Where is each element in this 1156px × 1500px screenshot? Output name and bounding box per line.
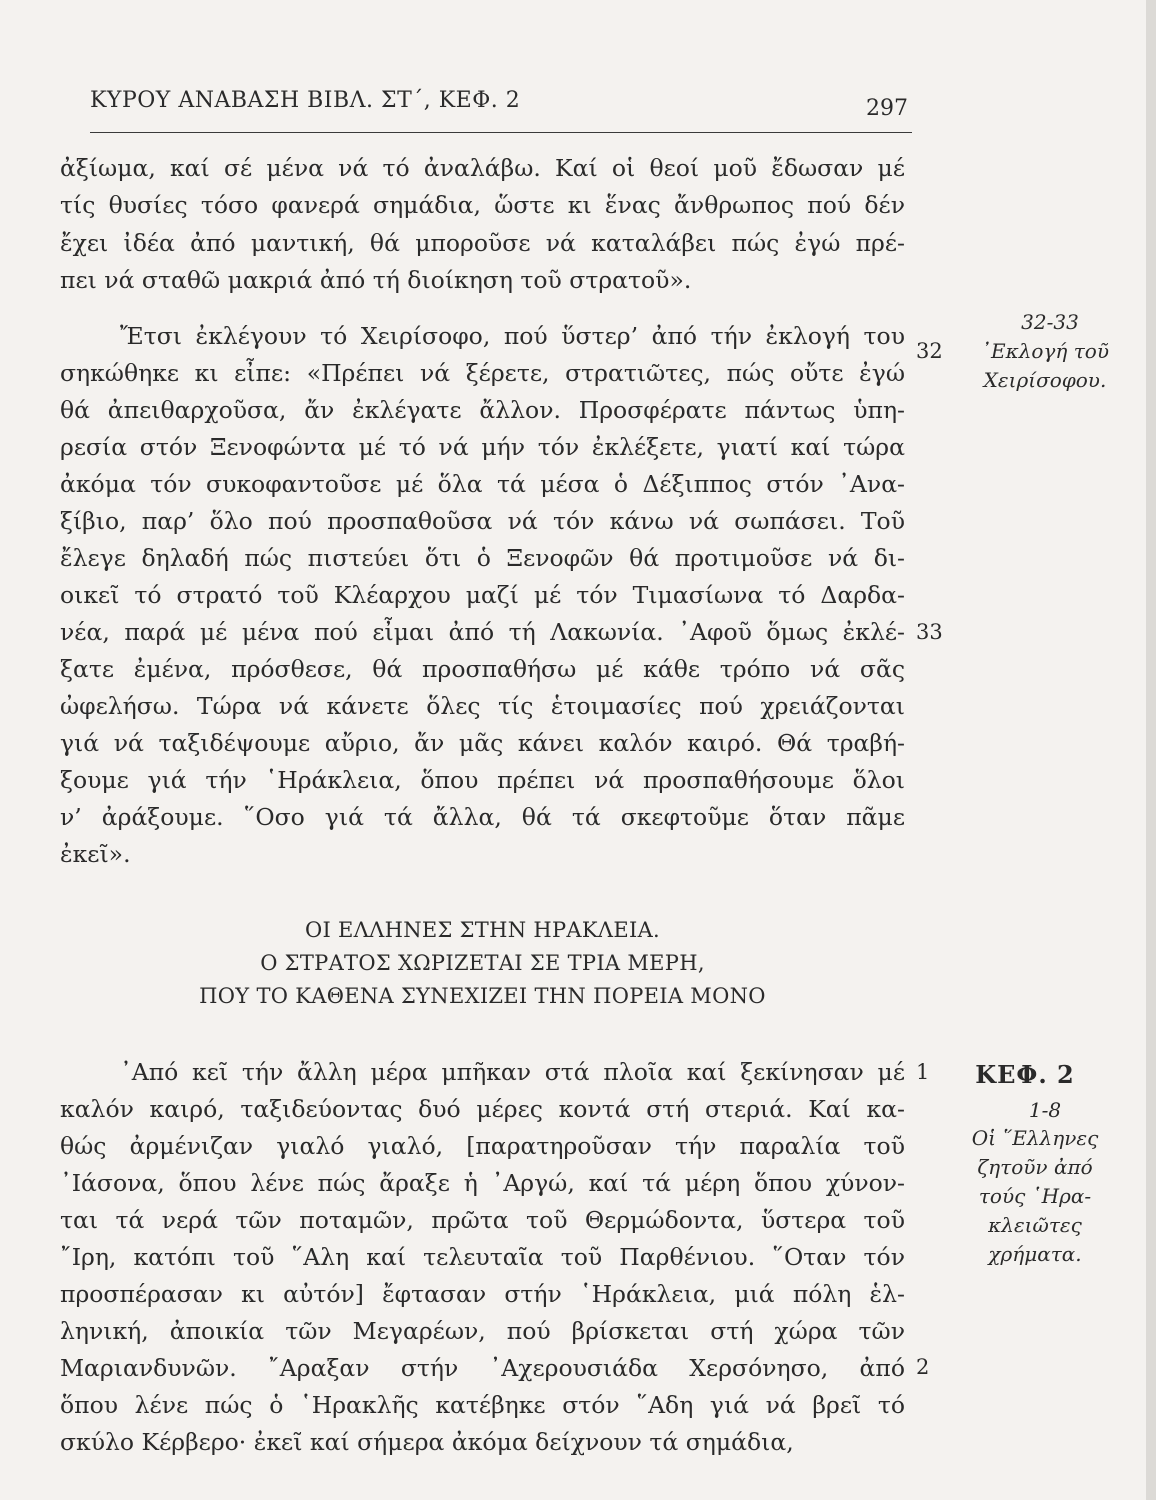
text-line: ᾿Από κεῖ τήν ἄλλη μέρα μπῆκαν στά πλοῖα καί ξεκίνησαν μέ — [120, 1058, 905, 1086]
text-line: ᾿Ιάσονα, ὅπου λένε πώς ἄραξε ἡ ᾿Αργώ, καί τά μέρη ὅπου χύνον- — [60, 1169, 905, 1197]
verse-number: 33 — [916, 620, 943, 644]
verse-number: 2 — [916, 1355, 930, 1379]
text-line: ληνική, ἀποικία τῶν Μεγαρέων, πού βρίσκεται στή χώρα τῶν — [60, 1317, 905, 1345]
page-number: 297 — [866, 96, 908, 121]
text-line: πει νά σταθῶ μακριά ἀπό τή διοίκηση τοῦ στρατοῦ». — [60, 266, 692, 294]
text-line: ξουμε γιά τήν ῾Ηράκλεια, ὅπου πρέπει νά προσπαθήσουμε ὅλοι — [60, 766, 905, 794]
text-line: ξατε ἐμένα, πρόσθεσε, θά προσπαθήσω μέ κάθε τρόπο νά σᾶς — [60, 655, 905, 683]
page-header — [90, 80, 912, 133]
section-heading-line: ΠΟΥ ΤΟ ΚΑΘΕΝΑ ΣΥΝΕΧΙΖΕΙ ΤΗΝ ΠΟΡΕΙΑ ΜΟΝΟ — [199, 984, 766, 1008]
text-line: γιά νά ταξιδέψουμε αὔριο, ἄν μᾶς κάνει καλόν καιρό. Θά τραβή- — [60, 729, 905, 757]
text-line: οικεῖ τό στρατό τοῦ Κλέαρχου μαζί μέ τόν Τιμασίωνα τό Δαρδα- — [60, 581, 905, 609]
text-line: ὠφελήσω. Τώρα νά κάνετε ὅλες τίς ἑτοιμασίες πού χρειάζονται — [60, 692, 905, 720]
text-line: θώς ἀρμένιζαν γιαλό γιαλό, [παρατηροῦσαν τήν παραλία τοῦ — [60, 1132, 905, 1160]
text-line: ται τά νερά τῶν ποταμῶν, πρῶτα τοῦ Θερμώδοντα, ὕστερα τοῦ — [60, 1206, 905, 1234]
text-line: ἔχει ἰδέα ἀπό μαντική, θά μποροῦσε νά καταλάβει πώς ἐγώ πρέ- — [60, 229, 905, 257]
verse-number: 32 — [916, 339, 943, 363]
margin-note-line: ζητοῦν ἀπό — [977, 1155, 1093, 1179]
section-heading-line: ΟΙ ΕΛΛΗΝΕΣ ΣΤΗΝ ΗΡΑΚΛΕΙΑ. — [304, 918, 661, 942]
text-line: Ἔτσι ἐκλέγουν τό Χειρίσοφο, πού ὕστερ’ ἀπό τήν ἐκλογή του — [120, 322, 905, 350]
margin-note-line: τούς ῾Ηρα- — [978, 1184, 1092, 1208]
margin-note-line: κλειῶτες — [988, 1213, 1082, 1237]
text-line: θά ἀπειθαρχοῦσα, ἄν ἐκλέγατε ἄλλον. Προσφέρατε πάντως ὑπη- — [60, 396, 905, 424]
margin-note-line: χρήματα. — [988, 1242, 1082, 1266]
text-line: ν’ ἀράξουμε. ῞Οσο γιά τά ἄλλα, θά τά σκεφτοῦμε ὅταν πᾶμε — [60, 803, 905, 831]
text-line: Μαριανδυνῶν. ῎Αραξαν στήν ᾿Αχερουσιάδα Χερσόνησο, ἀπό — [60, 1354, 905, 1382]
text-line: ἀκόμα τόν συκοφαντοῦσε μέ ὅλα τά μέσα ὁ Δέξιππος στόν ᾿Ανα- — [60, 470, 905, 498]
text-line: ὅπου λένε πώς ὁ ῾Ηρακλῆς κατέβηκε στόν ῞Αδη γιά νά βρεῖ τό — [60, 1391, 905, 1419]
text-line: ἔλεγε δηλαδή πώς πιστεύει ὅτι ὁ Ξενοφῶν θά προτιμοῦσε νά δι- — [60, 544, 905, 572]
text-line: νέα, παρά μέ μένα πού εἶμαι ἀπό τή Λακωνία. ᾿Αφοῦ ὅμως ἐκλέ- — [60, 618, 905, 646]
margin-note-range: 32-33 — [1021, 310, 1079, 334]
text-line: ἐκεῖ». — [60, 840, 131, 868]
text-line: ῎Ιρη, κατόπι τοῦ ῞Αλη καί τελευταῖα τοῦ Παρθένιου. ῞Οταν τόν — [60, 1243, 905, 1271]
section-heading-line: Ο ΣΤΡΑΤΟΣ ΧΩΡΙΖΕΤΑΙ ΣΕ ΤΡΙΑ ΜΕΡΗ, — [260, 951, 705, 975]
chapter-label: ΚΕΦ. 2 — [975, 1060, 1075, 1089]
text-line: σκύλο Κέρβερο· ἐκεῖ καί σήμερα ἀκόμα δείχνουν τά σημάδια, — [60, 1428, 794, 1456]
text-line: ἀξίωμα, καί σέ μένα νά τό ἀναλάβω. Καί οἱ θεοί μοῦ ἔδωσαν μέ — [60, 154, 905, 182]
margin-note-line: Χειρίσοφου. — [983, 368, 1107, 392]
text-line: ρεσία στόν Ξενοφώντα μέ τό νά μήν τόν ἐκλέξετε, γιατί καί τώρα — [60, 433, 905, 461]
margin-note-range: 1-8 — [1028, 1098, 1062, 1122]
text-line: τίς θυσίες τόσο φανερά σημάδια, ὥστε κι ἕνας ἄνθρωπος πού δέν — [60, 191, 905, 219]
margin-note-line: Οἱ ῞Ελληνες — [971, 1126, 1099, 1150]
text-line: καλόν καιρό, ταξιδεύοντας δυό μέρες κοντά στή στεριά. Καί κα- — [60, 1095, 905, 1123]
verse-number: 1 — [916, 1060, 930, 1084]
text-line: προσπέρασαν κι αὐτόν] ἔφτασαν στήν ῾Ηράκλεια, μιά πόλη ἑλ- — [60, 1280, 905, 1308]
text-line: ξίβιο, παρ’ ὅλο πού προσπαθοῦσα νά τόν κάνω νά σωπάσει. Τοῦ — [60, 507, 905, 535]
page-edge-shadow — [1146, 0, 1156, 1500]
margin-note-line: ᾿Εκλογή τοῦ — [981, 339, 1109, 363]
text-line: σηκώθηκε κι εἶπε: «Πρέπει νά ξέρετε, στρατιῶτες, πώς οὔτε ἐγώ — [60, 359, 905, 387]
running-head: ΚΥΡΟΥ ΑΝΑΒΑΣΗ ΒΙΒΛ. ΣΤ΄, ΚΕΦ. 2 — [90, 88, 521, 113]
